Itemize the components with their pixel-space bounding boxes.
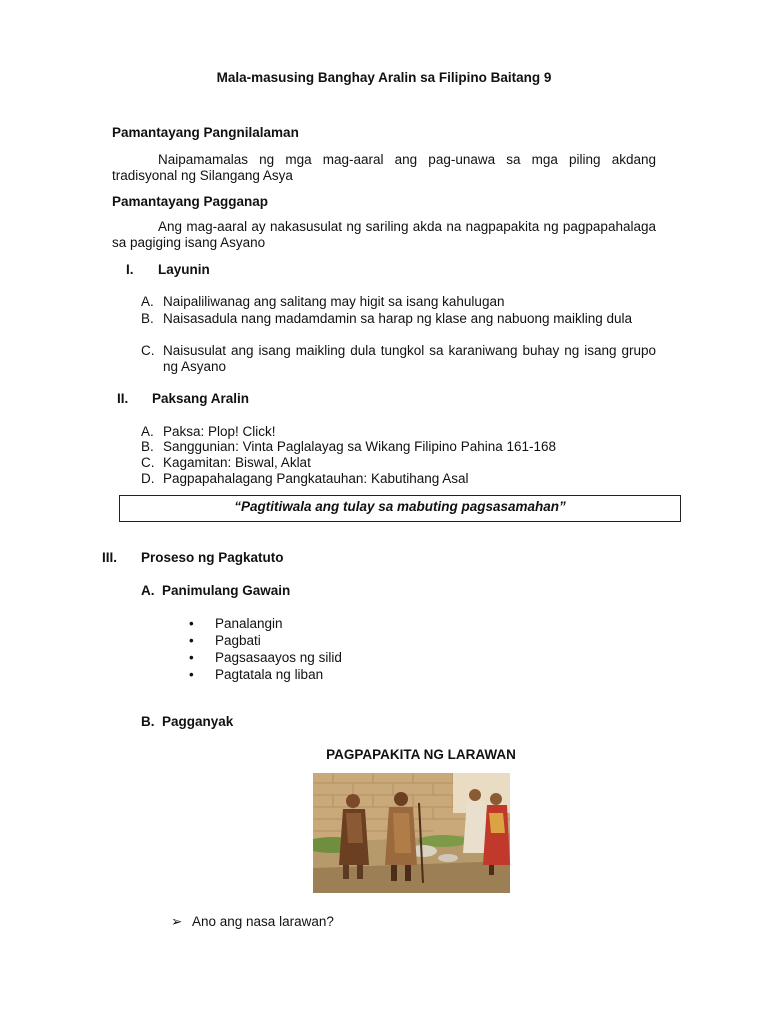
lesson-illustration bbox=[313, 773, 510, 893]
heading-pamantayang-pagganap: Pamantayang Pagganap bbox=[112, 194, 269, 209]
heading-pamantayang-pangnilalaman: Pamantayang Pangnilalaman bbox=[112, 125, 299, 140]
heading-pagpapakita-ng-larawan: PAGPAPAKITA NG LARAWAN bbox=[326, 747, 516, 762]
arrow-bullet-icon: ➢ bbox=[171, 914, 183, 929]
list-item-text: Sanggunian: Vinta Paglalayag sa Wikang Filipino Pahina 161-168 bbox=[163, 439, 557, 454]
bullet-icon: • bbox=[189, 633, 194, 648]
bullet-text: Pagtatala ng liban bbox=[215, 667, 324, 682]
list-item-text: Pagpapahalagang Pangkatauhan: Kabutihang Asal bbox=[163, 471, 469, 486]
text-pamantayang-pangnilalaman: Naipamamalas ng mga mag-aaral ang pag-unawa sa mga piling akdang tradisyonal ng Silangang Asya bbox=[112, 152, 656, 183]
list-marker: A. bbox=[141, 294, 154, 309]
document-title: Mala-masusing Banghay Aralin sa Filipino Baitang 9 bbox=[216, 70, 552, 85]
list-marker: D. bbox=[141, 471, 155, 486]
illustration-svg bbox=[313, 773, 510, 893]
bullet-text: Pagbati bbox=[215, 633, 261, 648]
list-item-text: Naisusulat ang isang maikling dula tungkol sa karaniwang buhay ng isang grupo ng Asyano bbox=[163, 343, 656, 374]
text-pamantayang-pagganap: Ang mag-aaral ay nakasusulat ng sariling akda na nagpapakita ng pagpapahalaga sa pagiging isang Asyano bbox=[112, 219, 656, 250]
numeral-proseso: III. bbox=[102, 550, 118, 565]
heading-panimulang-gawain: A. Panimulang Gawain bbox=[141, 583, 291, 598]
list-marker: C. bbox=[141, 343, 155, 358]
bullet-icon: • bbox=[189, 650, 194, 665]
bullet-icon: • bbox=[189, 616, 194, 631]
list-item-text: Paksa: Plop! Click! bbox=[163, 424, 276, 439]
bullet-text: Panalangin bbox=[215, 616, 283, 631]
bullet-icon: • bbox=[189, 667, 194, 682]
list-marker: A. bbox=[141, 424, 154, 439]
value-quote-box: “Pagtitiwala ang tulay sa mabuting pagsasamahan” bbox=[119, 495, 681, 522]
list-item-text: Naipaliliwanag ang salitang may higit sa isang kahulugan bbox=[163, 294, 505, 309]
heading-paksang-aralin: Paksang Aralin bbox=[152, 391, 250, 406]
numeral-layunin: I. bbox=[126, 262, 134, 277]
heading-pagganyak: B. Pagganyak bbox=[141, 714, 234, 729]
question-text: Ano ang nasa larawan? bbox=[192, 914, 334, 929]
list-marker: C. bbox=[141, 455, 155, 470]
numeral-paksang-aralin: II. bbox=[117, 391, 129, 406]
heading-proseso: Proseso ng Pagkatuto bbox=[141, 550, 284, 565]
list-marker: B. bbox=[141, 439, 154, 454]
list-marker: B. bbox=[141, 311, 154, 326]
bullet-text: Pagsasaayos ng silid bbox=[215, 650, 342, 665]
list-item-text: Naisasadula nang madamdamin sa harap ng klase ang nabuong maikling dula bbox=[163, 311, 633, 326]
heading-layunin: Layunin bbox=[158, 262, 210, 277]
list-item-text: Kagamitan: Biswal, Aklat bbox=[163, 455, 311, 470]
